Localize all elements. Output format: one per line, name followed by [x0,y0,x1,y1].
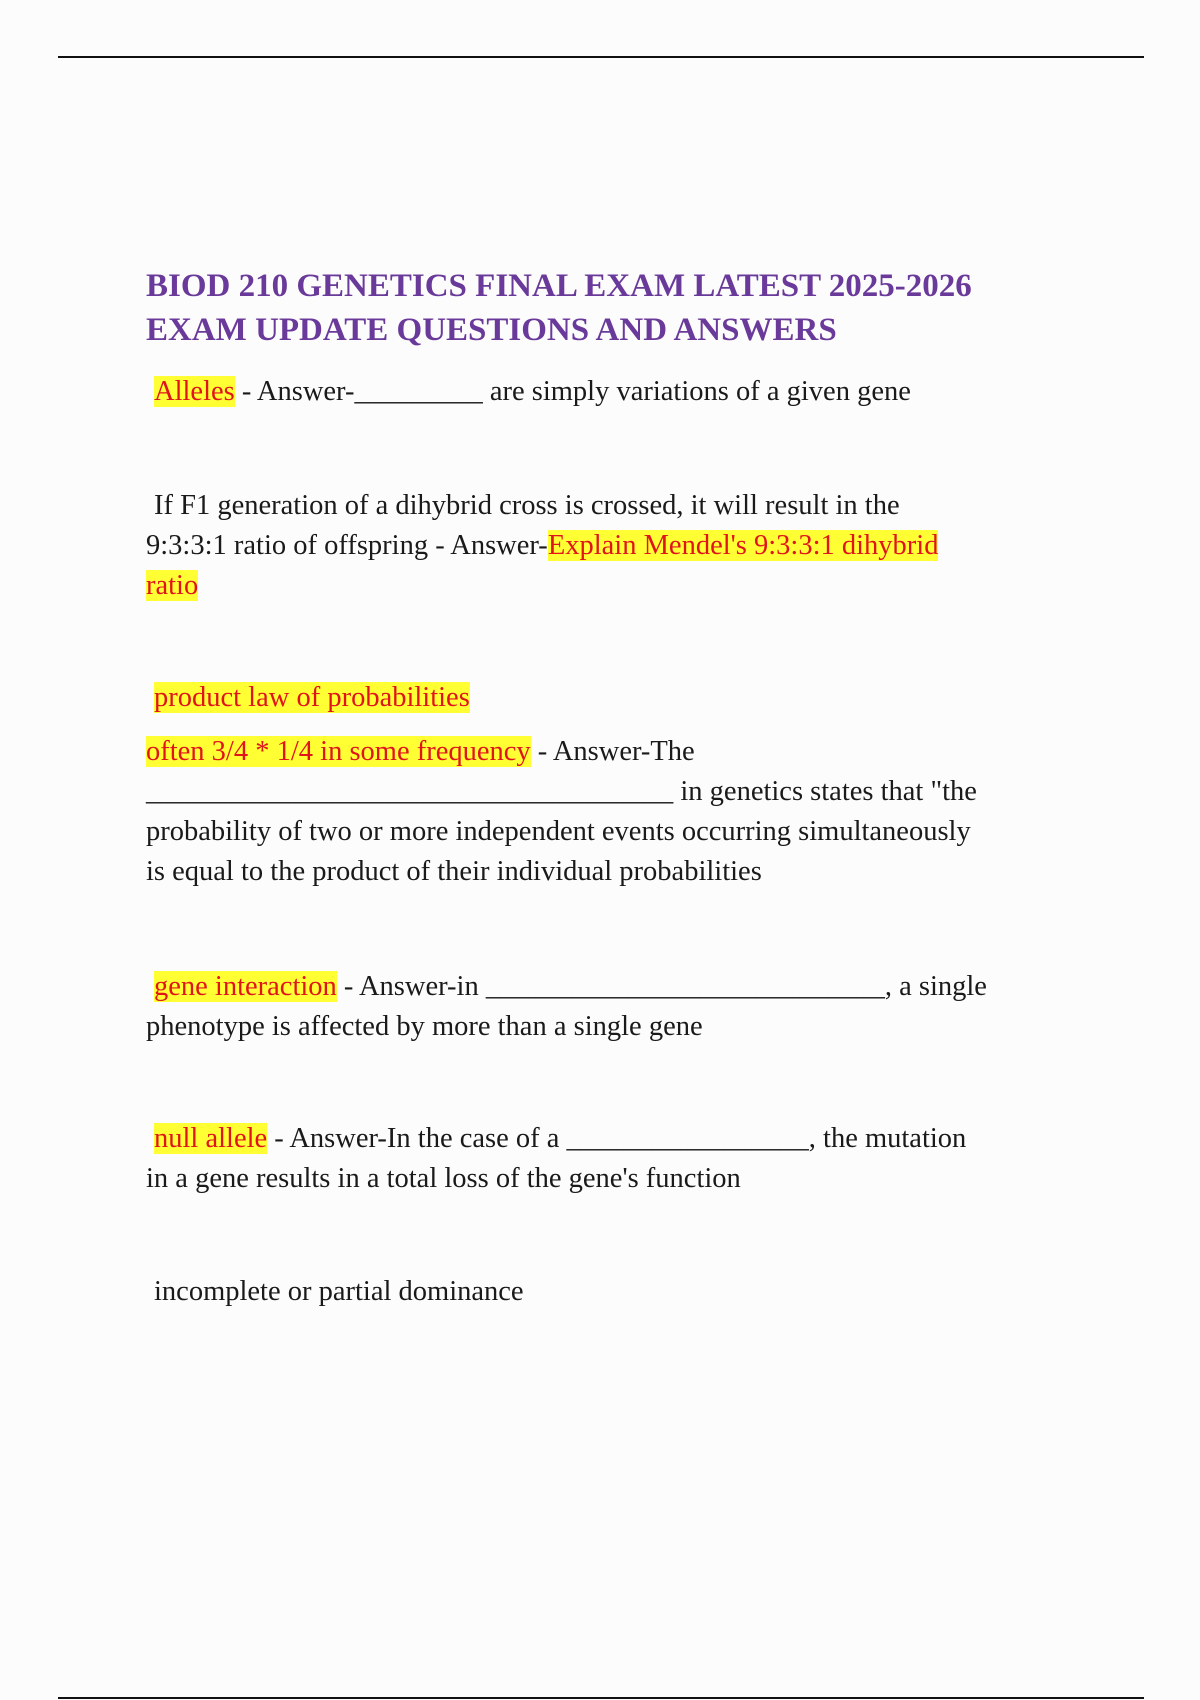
answer-text: - Answer-_________ are simply variations of a given gene [234,376,911,407]
highlighted-term: Alleles [154,376,235,407]
answer-text: - Answer-In the case of a _________________, the mutation [267,1123,967,1154]
qa-item-null-allele [146,1119,1086,1199]
highlighted-term: null allele [154,1123,268,1154]
answer-text: is equal to the product of their individual probabilities [146,856,762,887]
highlighted-term: product law of probabilities [154,682,470,713]
question-line: If F1 generation of a dihybrid cross is crossed, it will result in the [154,490,900,521]
highlighted-answer: Explain Mendel's 9:3:3:1 dihybrid [547,530,939,561]
answer-text: - Answer-The [530,736,695,767]
answer-text: phenotype is affected by more than a single gene [146,1011,703,1042]
page-title [146,264,1106,352]
highlighted-term: gene interaction [154,971,337,1002]
highlighted-answer: ratio [146,570,199,601]
qa-item-incomplete-dominance [146,1272,1086,1312]
answer-text: in a gene results in a total loss of the gene's function [146,1163,741,1194]
qa-item-product-law [146,678,1086,892]
qa-item-dihybrid-ratio [146,486,1086,606]
qa-item-alleles [146,372,1086,412]
top-rule [58,56,1144,58]
answer-text: probability of two or more independent events occurring simultaneously [146,816,971,847]
qa-item-gene-interaction [146,967,1086,1047]
highlighted-term: often 3/4 * 1/4 in some frequency [146,736,531,767]
question-term: incomplete or partial dominance [154,1276,524,1307]
bottom-rule [58,1697,1144,1699]
answer-text: - Answer-in ____________________________, a single [336,971,987,1002]
question-line: 9:3:3:1 ratio of offspring - Answer- [146,530,548,561]
title-line-2: EXAM UPDATE QUESTIONS AND ANSWERS [146,312,837,348]
title-line-1: BIOD 210 GENETICS FINAL EXAM LATEST 2025-2026 [146,268,972,304]
answer-text: _____________________________________ in genetics states that "the [146,776,977,807]
